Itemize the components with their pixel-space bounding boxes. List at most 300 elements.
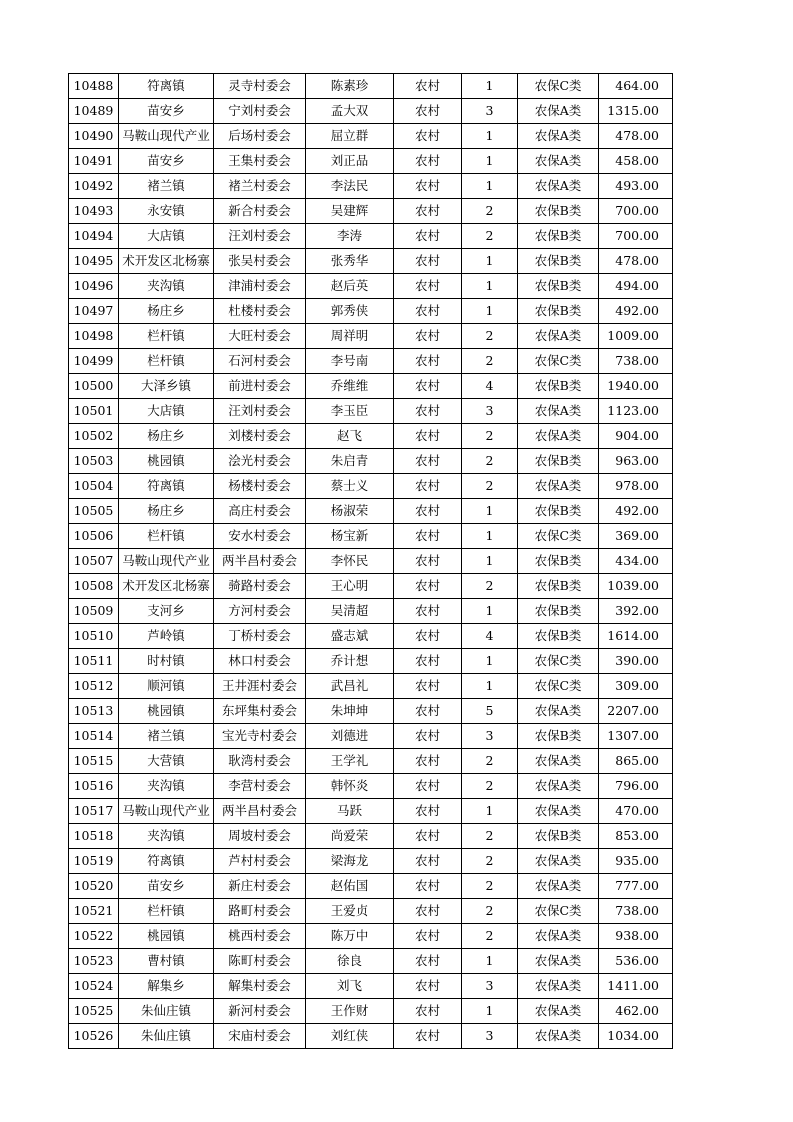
amount-cell: 478.00 <box>599 124 673 149</box>
amount-cell: 1034.00 <box>599 1024 673 1049</box>
township-cell: 大店镇 <box>119 399 214 424</box>
table-row <box>69 599 673 624</box>
area-type-cell: 农村 <box>394 799 462 824</box>
table-row <box>69 399 673 424</box>
township-cell: 符离镇 <box>119 849 214 874</box>
township-cell: 杨庄乡 <box>119 299 214 324</box>
insurance-category-cell: 农保C类 <box>518 524 599 549</box>
amount-cell: 369.00 <box>599 524 673 549</box>
table-row <box>69 799 673 824</box>
amount-cell: 462.00 <box>599 999 673 1024</box>
household-count-cell: 1 <box>462 524 518 549</box>
village-cell: 津浦村委会 <box>214 274 306 299</box>
amount-cell: 492.00 <box>599 499 673 524</box>
amount-cell: 2207.00 <box>599 699 673 724</box>
record-id-cell: 10522 <box>69 924 119 949</box>
insurance-category-cell: 农保A类 <box>518 924 599 949</box>
amount-cell: 1614.00 <box>599 624 673 649</box>
person-name-cell: 刘正品 <box>306 149 394 174</box>
person-name-cell: 赵飞 <box>306 424 394 449</box>
person-name-cell: 赵佑国 <box>306 874 394 899</box>
household-count-cell: 3 <box>462 399 518 424</box>
record-id-cell: 10497 <box>69 299 119 324</box>
record-id-cell: 10496 <box>69 274 119 299</box>
village-cell: 王集村委会 <box>214 149 306 174</box>
person-name-cell: 武昌礼 <box>306 674 394 699</box>
household-count-cell: 2 <box>462 774 518 799</box>
table-row <box>69 74 673 99</box>
amount-cell: 494.00 <box>599 274 673 299</box>
person-name-cell: 李玉臣 <box>306 399 394 424</box>
person-name-cell: 朱坤坤 <box>306 699 394 724</box>
township-cell: 苗安乡 <box>119 874 214 899</box>
person-name-cell: 李怀民 <box>306 549 394 574</box>
table-row <box>69 274 673 299</box>
insurance-category-cell: 农保A类 <box>518 149 599 174</box>
table-row <box>69 849 673 874</box>
village-cell: 汪刘村委会 <box>214 399 306 424</box>
village-cell: 褚兰村委会 <box>214 174 306 199</box>
table-row <box>69 924 673 949</box>
village-cell: 李营村委会 <box>214 774 306 799</box>
table-row <box>69 724 673 749</box>
insurance-category-cell: 农保B类 <box>518 824 599 849</box>
village-cell: 桃西村委会 <box>214 924 306 949</box>
area-type-cell: 农村 <box>394 349 462 374</box>
table-row <box>69 999 673 1024</box>
person-name-cell: 乔计想 <box>306 649 394 674</box>
township-cell: 杨庄乡 <box>119 424 214 449</box>
person-name-cell: 郭秀侠 <box>306 299 394 324</box>
household-count-cell: 2 <box>462 924 518 949</box>
record-id-cell: 10494 <box>69 224 119 249</box>
insurance-category-cell: 农保A类 <box>518 699 599 724</box>
village-cell: 宝光寺村委会 <box>214 724 306 749</box>
township-cell: 朱仙庄镇 <box>119 999 214 1024</box>
record-id-cell: 10506 <box>69 524 119 549</box>
area-type-cell: 农村 <box>394 774 462 799</box>
person-name-cell: 刘飞 <box>306 974 394 999</box>
table-row <box>69 524 673 549</box>
amount-cell: 1009.00 <box>599 324 673 349</box>
amount-cell: 458.00 <box>599 149 673 174</box>
household-count-cell: 1 <box>462 799 518 824</box>
area-type-cell: 农村 <box>394 374 462 399</box>
amount-cell: 536.00 <box>599 949 673 974</box>
insurance-category-cell: 农保C类 <box>518 649 599 674</box>
insurance-category-cell: 农保A类 <box>518 474 599 499</box>
insurance-category-cell: 农保A类 <box>518 424 599 449</box>
household-count-cell: 2 <box>462 749 518 774</box>
record-id-cell: 10523 <box>69 949 119 974</box>
village-cell: 杨楼村委会 <box>214 474 306 499</box>
household-count-cell: 3 <box>462 99 518 124</box>
amount-cell: 470.00 <box>599 799 673 824</box>
table-row <box>69 99 673 124</box>
person-name-cell: 刘德进 <box>306 724 394 749</box>
table-row <box>69 299 673 324</box>
table-row <box>69 474 673 499</box>
township-cell: 符离镇 <box>119 474 214 499</box>
household-count-cell: 1 <box>462 249 518 274</box>
insurance-category-cell: 农保B类 <box>518 299 599 324</box>
record-id-cell: 10524 <box>69 974 119 999</box>
area-type-cell: 农村 <box>394 224 462 249</box>
person-name-cell: 盛志斌 <box>306 624 394 649</box>
insurance-category-cell: 农保A类 <box>518 849 599 874</box>
roster-body <box>69 74 673 1049</box>
area-type-cell: 农村 <box>394 624 462 649</box>
area-type-cell: 农村 <box>394 849 462 874</box>
household-count-cell: 1 <box>462 599 518 624</box>
household-count-cell: 1 <box>462 274 518 299</box>
record-id-cell: 10505 <box>69 499 119 524</box>
household-count-cell: 1 <box>462 124 518 149</box>
insurance-category-cell: 农保B类 <box>518 224 599 249</box>
area-type-cell: 农村 <box>394 499 462 524</box>
table-row <box>69 174 673 199</box>
township-cell: 马鞍山现代产业 <box>119 799 214 824</box>
person-name-cell: 杨淑荣 <box>306 499 394 524</box>
record-id-cell: 10518 <box>69 824 119 849</box>
township-cell: 栏杆镇 <box>119 324 214 349</box>
record-id-cell: 10491 <box>69 149 119 174</box>
village-cell: 陈町村委会 <box>214 949 306 974</box>
area-type-cell: 农村 <box>394 824 462 849</box>
township-cell: 术开发区北杨寨 <box>119 574 214 599</box>
record-id-cell: 10521 <box>69 899 119 924</box>
household-count-cell: 3 <box>462 724 518 749</box>
record-id-cell: 10525 <box>69 999 119 1024</box>
record-id-cell: 10503 <box>69 449 119 474</box>
household-count-cell: 2 <box>462 449 518 474</box>
area-type-cell: 农村 <box>394 1024 462 1049</box>
amount-cell: 700.00 <box>599 199 673 224</box>
village-cell: 东坪集村委会 <box>214 699 306 724</box>
table-row <box>69 1024 673 1049</box>
household-count-cell: 1 <box>462 74 518 99</box>
amount-cell: 777.00 <box>599 874 673 899</box>
township-cell: 栏杆镇 <box>119 899 214 924</box>
amount-cell: 796.00 <box>599 774 673 799</box>
township-cell: 芦岭镇 <box>119 624 214 649</box>
person-name-cell: 王学礼 <box>306 749 394 774</box>
village-cell: 新合村委会 <box>214 199 306 224</box>
amount-cell: 963.00 <box>599 449 673 474</box>
township-cell: 马鞍山现代产业 <box>119 549 214 574</box>
township-cell: 朱仙庄镇 <box>119 1024 214 1049</box>
record-id-cell: 10500 <box>69 374 119 399</box>
household-count-cell: 1 <box>462 149 518 174</box>
township-cell: 时村镇 <box>119 649 214 674</box>
township-cell: 解集乡 <box>119 974 214 999</box>
township-cell: 桃园镇 <box>119 699 214 724</box>
village-cell: 丁桥村委会 <box>214 624 306 649</box>
amount-cell: 464.00 <box>599 74 673 99</box>
table-row <box>69 699 673 724</box>
person-name-cell: 韩怀炎 <box>306 774 394 799</box>
amount-cell: 935.00 <box>599 849 673 874</box>
household-count-cell: 3 <box>462 1024 518 1049</box>
insurance-category-cell: 农保A类 <box>518 1024 599 1049</box>
record-id-cell: 10514 <box>69 724 119 749</box>
area-type-cell: 农村 <box>394 299 462 324</box>
township-cell: 褚兰镇 <box>119 174 214 199</box>
area-type-cell: 农村 <box>394 474 462 499</box>
insurance-category-cell: 农保A类 <box>518 324 599 349</box>
village-cell: 灵寺村委会 <box>214 74 306 99</box>
township-cell: 大店镇 <box>119 224 214 249</box>
insurance-category-cell: 农保A类 <box>518 974 599 999</box>
insurance-category-cell: 农保A类 <box>518 774 599 799</box>
household-count-cell: 5 <box>462 699 518 724</box>
person-name-cell: 李法民 <box>306 174 394 199</box>
household-count-cell: 4 <box>462 374 518 399</box>
household-count-cell: 1 <box>462 174 518 199</box>
table-row <box>69 624 673 649</box>
household-count-cell: 2 <box>462 474 518 499</box>
village-cell: 后场村委会 <box>214 124 306 149</box>
person-name-cell: 蔡士义 <box>306 474 394 499</box>
record-id-cell: 10498 <box>69 324 119 349</box>
village-cell: 解集村委会 <box>214 974 306 999</box>
table-row <box>69 574 673 599</box>
table-row <box>69 499 673 524</box>
insurance-category-cell: 农保B类 <box>518 549 599 574</box>
insurance-category-cell: 农保A类 <box>518 174 599 199</box>
table-row <box>69 324 673 349</box>
village-cell: 大旺村委会 <box>214 324 306 349</box>
township-cell: 夹沟镇 <box>119 274 214 299</box>
household-count-cell: 1 <box>462 649 518 674</box>
area-type-cell: 农村 <box>394 424 462 449</box>
amount-cell: 1123.00 <box>599 399 673 424</box>
record-id-cell: 10504 <box>69 474 119 499</box>
insurance-category-cell: 农保A类 <box>518 799 599 824</box>
insurance-category-cell: 农保B类 <box>518 199 599 224</box>
village-cell: 两半昌村委会 <box>214 549 306 574</box>
table-row <box>69 374 673 399</box>
insurance-category-cell: 农保A类 <box>518 749 599 774</box>
village-cell: 宁刘村委会 <box>214 99 306 124</box>
insurance-category-cell: 农保B类 <box>518 724 599 749</box>
area-type-cell: 农村 <box>394 924 462 949</box>
table-row <box>69 124 673 149</box>
record-id-cell: 10488 <box>69 74 119 99</box>
village-cell: 前进村委会 <box>214 374 306 399</box>
household-count-cell: 1 <box>462 999 518 1024</box>
household-count-cell: 2 <box>462 224 518 249</box>
township-cell: 曹村镇 <box>119 949 214 974</box>
area-type-cell: 农村 <box>394 649 462 674</box>
insurance-category-cell: 农保B类 <box>518 249 599 274</box>
area-type-cell: 农村 <box>394 274 462 299</box>
insurance-category-cell: 农保A类 <box>518 124 599 149</box>
village-cell: 浍光村委会 <box>214 449 306 474</box>
table-row <box>69 199 673 224</box>
amount-cell: 390.00 <box>599 649 673 674</box>
township-cell: 桃园镇 <box>119 924 214 949</box>
household-count-cell: 2 <box>462 824 518 849</box>
area-type-cell: 农村 <box>394 324 462 349</box>
amount-cell: 1940.00 <box>599 374 673 399</box>
person-name-cell: 张秀华 <box>306 249 394 274</box>
township-cell: 褚兰镇 <box>119 724 214 749</box>
table-row <box>69 649 673 674</box>
table-row <box>69 824 673 849</box>
area-type-cell: 农村 <box>394 974 462 999</box>
village-cell: 路町村委会 <box>214 899 306 924</box>
person-name-cell: 马跃 <box>306 799 394 824</box>
household-count-cell: 1 <box>462 549 518 574</box>
township-cell: 顺河镇 <box>119 674 214 699</box>
insurance-category-cell: 农保C类 <box>518 74 599 99</box>
township-cell: 大营镇 <box>119 749 214 774</box>
record-id-cell: 10519 <box>69 849 119 874</box>
area-type-cell: 农村 <box>394 449 462 474</box>
person-name-cell: 梁海龙 <box>306 849 394 874</box>
area-type-cell: 农村 <box>394 249 462 274</box>
village-cell: 芦村村委会 <box>214 849 306 874</box>
person-name-cell: 陈万中 <box>306 924 394 949</box>
household-count-cell: 2 <box>462 424 518 449</box>
insurance-category-cell: 农保A类 <box>518 99 599 124</box>
area-type-cell: 农村 <box>394 599 462 624</box>
amount-cell: 309.00 <box>599 674 673 699</box>
amount-cell: 478.00 <box>599 249 673 274</box>
amount-cell: 1039.00 <box>599 574 673 599</box>
township-cell: 苗安乡 <box>119 99 214 124</box>
insurance-category-cell: 农保B类 <box>518 374 599 399</box>
record-id-cell: 10493 <box>69 199 119 224</box>
record-id-cell: 10502 <box>69 424 119 449</box>
area-type-cell: 农村 <box>394 149 462 174</box>
area-type-cell: 农村 <box>394 749 462 774</box>
amount-cell: 1315.00 <box>599 99 673 124</box>
township-cell: 杨庄乡 <box>119 499 214 524</box>
person-name-cell: 王心明 <box>306 574 394 599</box>
area-type-cell: 农村 <box>394 674 462 699</box>
insurance-category-cell: 农保B类 <box>518 499 599 524</box>
village-cell: 耿湾村委会 <box>214 749 306 774</box>
township-cell: 支河乡 <box>119 599 214 624</box>
township-cell: 符离镇 <box>119 74 214 99</box>
record-id-cell: 10501 <box>69 399 119 424</box>
table-row <box>69 224 673 249</box>
village-cell: 方河村委会 <box>214 599 306 624</box>
record-id-cell: 10489 <box>69 99 119 124</box>
household-count-cell: 2 <box>462 849 518 874</box>
subsidy-roster-table <box>68 73 673 1049</box>
area-type-cell: 农村 <box>394 899 462 924</box>
area-type-cell: 农村 <box>394 724 462 749</box>
insurance-category-cell: 农保A类 <box>518 399 599 424</box>
amount-cell: 904.00 <box>599 424 673 449</box>
area-type-cell: 农村 <box>394 174 462 199</box>
village-cell: 新河村委会 <box>214 999 306 1024</box>
person-name-cell: 王爱贞 <box>306 899 394 924</box>
village-cell: 石河村委会 <box>214 349 306 374</box>
area-type-cell: 农村 <box>394 399 462 424</box>
insurance-category-cell: 农保C类 <box>518 349 599 374</box>
record-id-cell: 10492 <box>69 174 119 199</box>
household-count-cell: 2 <box>462 874 518 899</box>
amount-cell: 700.00 <box>599 224 673 249</box>
record-id-cell: 10495 <box>69 249 119 274</box>
area-type-cell: 农村 <box>394 524 462 549</box>
table-row <box>69 749 673 774</box>
record-id-cell: 10520 <box>69 874 119 899</box>
township-cell: 永安镇 <box>119 199 214 224</box>
record-id-cell: 10513 <box>69 699 119 724</box>
record-id-cell: 10512 <box>69 674 119 699</box>
area-type-cell: 农村 <box>394 74 462 99</box>
area-type-cell: 农村 <box>394 699 462 724</box>
amount-cell: 1411.00 <box>599 974 673 999</box>
table-row <box>69 349 673 374</box>
insurance-category-cell: 农保C类 <box>518 899 599 924</box>
household-count-cell: 4 <box>462 624 518 649</box>
table-row <box>69 424 673 449</box>
amount-cell: 938.00 <box>599 924 673 949</box>
amount-cell: 392.00 <box>599 599 673 624</box>
township-cell: 马鞍山现代产业 <box>119 124 214 149</box>
table-row <box>69 874 673 899</box>
household-count-cell: 1 <box>462 299 518 324</box>
area-type-cell: 农村 <box>394 124 462 149</box>
record-id-cell: 10508 <box>69 574 119 599</box>
village-cell: 两半昌村委会 <box>214 799 306 824</box>
area-type-cell: 农村 <box>394 99 462 124</box>
person-name-cell: 周祥明 <box>306 324 394 349</box>
table-row <box>69 974 673 999</box>
area-type-cell: 农村 <box>394 949 462 974</box>
amount-cell: 978.00 <box>599 474 673 499</box>
amount-cell: 492.00 <box>599 299 673 324</box>
area-type-cell: 农村 <box>394 574 462 599</box>
person-name-cell: 屈立群 <box>306 124 394 149</box>
table-row <box>69 774 673 799</box>
insurance-category-cell: 农保B类 <box>518 599 599 624</box>
person-name-cell: 赵后英 <box>306 274 394 299</box>
area-type-cell: 农村 <box>394 199 462 224</box>
village-cell: 宋庙村委会 <box>214 1024 306 1049</box>
person-name-cell: 王作财 <box>306 999 394 1024</box>
household-count-cell: 2 <box>462 199 518 224</box>
insurance-category-cell: 农保C类 <box>518 674 599 699</box>
record-id-cell: 10510 <box>69 624 119 649</box>
household-count-cell: 2 <box>462 899 518 924</box>
record-id-cell: 10509 <box>69 599 119 624</box>
person-name-cell: 朱启青 <box>306 449 394 474</box>
record-id-cell: 10511 <box>69 649 119 674</box>
village-cell: 周坡村委会 <box>214 824 306 849</box>
insurance-category-cell: 农保A类 <box>518 949 599 974</box>
insurance-category-cell: 农保B类 <box>518 449 599 474</box>
village-cell: 汪刘村委会 <box>214 224 306 249</box>
person-name-cell: 杨宝新 <box>306 524 394 549</box>
township-cell: 夹沟镇 <box>119 774 214 799</box>
household-count-cell: 2 <box>462 349 518 374</box>
amount-cell: 738.00 <box>599 349 673 374</box>
village-cell: 新庄村委会 <box>214 874 306 899</box>
record-id-cell: 10507 <box>69 549 119 574</box>
amount-cell: 434.00 <box>599 549 673 574</box>
amount-cell: 865.00 <box>599 749 673 774</box>
table-row <box>69 449 673 474</box>
table-row <box>69 899 673 924</box>
insurance-category-cell: 农保B类 <box>518 574 599 599</box>
